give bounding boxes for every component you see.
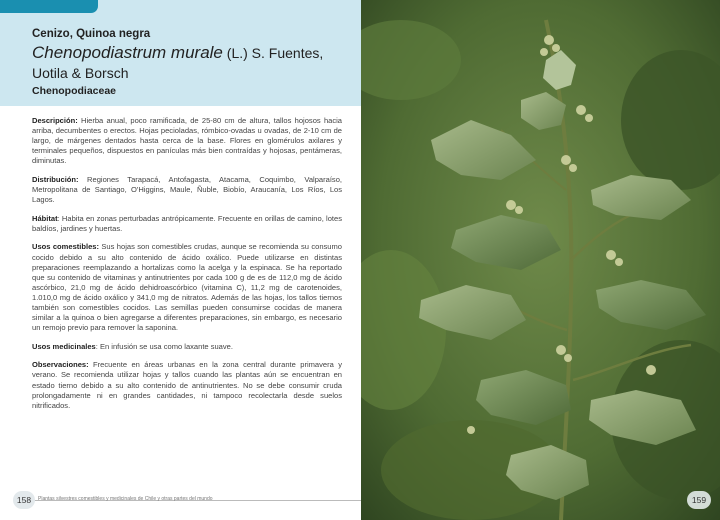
footer-caption: Plantas silvestres comestibles y medicinales de Chile y otras partes del mundo <box>38 496 213 502</box>
section-text: : Habita en zonas perturbadas antrópicamente. Frecuente en orillas de camino, lotes baldíos, jardines y huertas. <box>32 213 342 233</box>
habitat-paragraph <box>32 214 342 234</box>
section-label: Hábitat <box>32 213 58 223</box>
page-tab-accent <box>0 0 98 13</box>
section-text: : En infusión se usa como laxante suave. <box>95 341 233 351</box>
scientific-name-line <box>32 43 352 63</box>
section-text: Regiones Tarapacá, Antofagasta, Atacama, Coquimbo, Valparaíso, Metropolitana de Santiago, O'Higgins, Maule, Ñuble, Biobío, Araucanía, Los Ríos, Los Lagos. <box>32 174 342 205</box>
author-part-1: (L.) S. Fuentes, <box>222 45 324 61</box>
footer-left <box>0 489 361 511</box>
distribution-paragraph <box>32 175 342 205</box>
plant-photo <box>361 0 720 520</box>
page-number-left: 158 <box>13 491 35 509</box>
author-part-2: Uotila & Borsch <box>32 65 129 81</box>
section-text: Hierba anual, poco ramificada, de 25-80 cm de altura, tallos hojosos hacia arriba, decumbentes o erectos. Hojas pecioladas, rómbico-ovadas u ovadas, de 2-10 cm de largo, de márgenes dentados hasta cerca de la base. Flores en glomérulos axilares y terminales pequeños, dispuestos en panículas más bien contraídas y hojosas, pentámeras, diminutas. <box>32 116 342 166</box>
species-header <box>32 27 352 98</box>
family-name: Chenopodiaceae <box>32 85 117 97</box>
section-label: Distribución: <box>32 174 79 184</box>
page-number-right: 159 <box>687 491 711 509</box>
section-text: Frecuente en áreas urbanas en la zona central durante primavera y verano. Se recomienda utilizar hojas y tallos cuando las plantas aún se encuentran en estado tierno debido a su alto contenido de antinutrientes. No se debe consumir cruda prolongadamente ni en grandes cantidades, ni tampoco recolectarla desde suelos nitrificados. <box>32 360 342 410</box>
section-label: Descripción: <box>32 116 78 125</box>
species-description <box>32 116 342 419</box>
section-label: Usos comestibles: <box>32 242 99 252</box>
description-paragraph <box>32 116 342 166</box>
right-page <box>361 0 720 520</box>
medicinal-uses-paragraph <box>32 342 342 352</box>
section-label: Usos medicinales <box>32 341 96 351</box>
scientific-name: Chenopodiastrum murale <box>32 43 223 62</box>
observations-paragraph <box>32 360 342 410</box>
section-text: Sus hojas son comestibles crudas, aunque se recomienda su consumo cocido debido a su alto contenido de ácido oxálico. Puede utilizarse en distintas preparaciones reemplazando a hortalizas como la acelga y la espinaca. Se ha reportado que su contenido de vitaminas y antinutrientes por cada 100 g de es de 112,0 mg de ácido ascórbico, 21,0 mg de ácido dehidroascórbico (vitamina C), 11,2 mg de carotenoides, 1.010,0 mg de ácido oxálico y 341,0 mg de nitratos. Además de las hojas, los tallos tiernos también son comestibles cocidos. Las semillas pueden consumirse cocidas de manera similar a la quinoa o bien agregarse a diferentes preparaciones, sin embargo, es necesario un remojo previo para remover la saponina. <box>32 242 342 333</box>
common-name: Cenizo, Quinoa negra <box>32 28 151 40</box>
edible-uses-paragraph <box>32 242 342 333</box>
section-label: Observaciones: <box>32 360 89 370</box>
